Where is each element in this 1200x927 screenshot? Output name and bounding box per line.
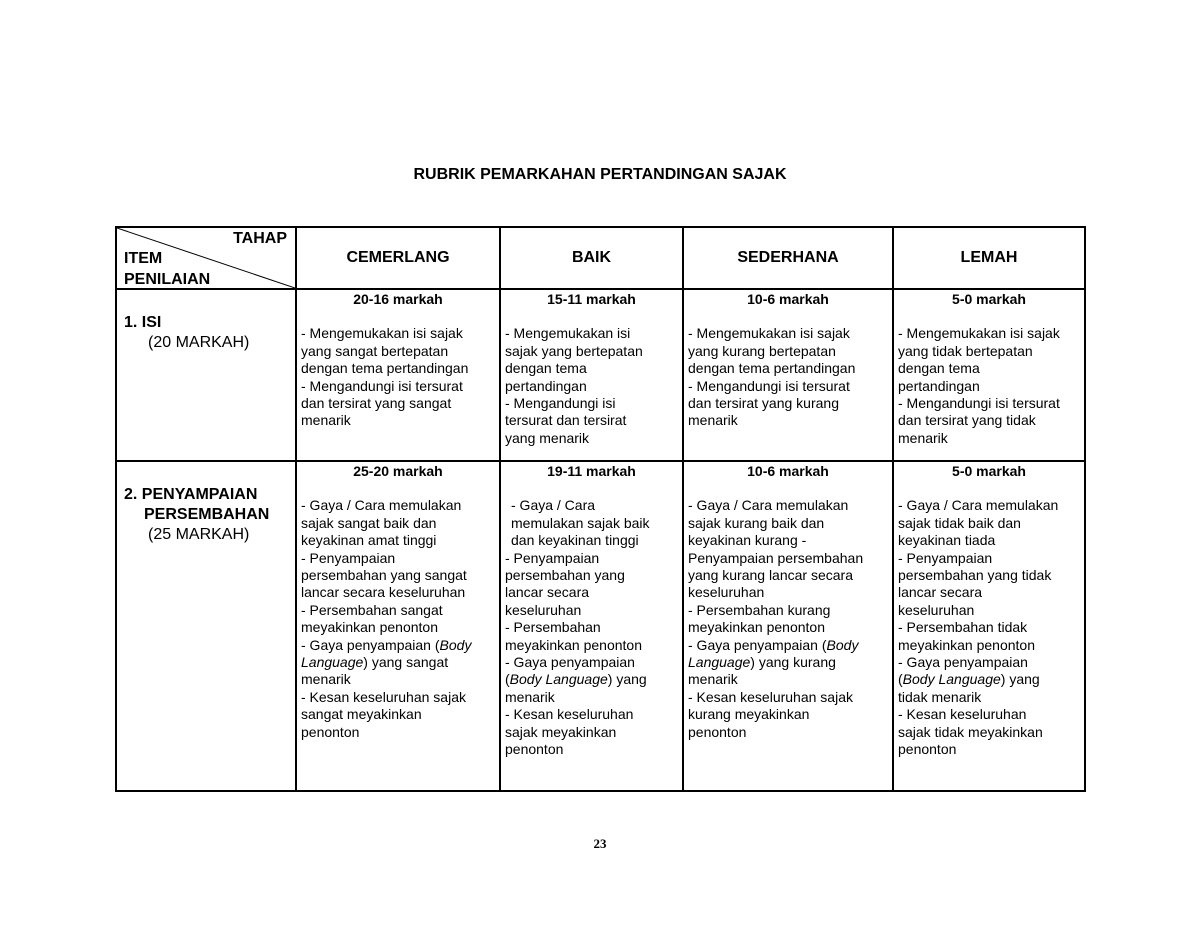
criteria-line: keseluruhan (505, 601, 582, 618)
criteria-description (688, 325, 888, 429)
criteria-line: menarik (505, 688, 555, 705)
rubric-cell (296, 289, 500, 461)
item-cell-isi (116, 289, 296, 461)
criteria-line: dan tersirat yang kurang (688, 395, 839, 412)
criteria-line: sajak yang bertepatan (505, 342, 643, 359)
criteria-line: menarik (898, 429, 948, 446)
criteria-line: keseluruhan (898, 601, 975, 618)
criteria-line: sajak tidak baik dan (898, 514, 1021, 531)
criteria-line: - Kesan keseluruhan (898, 706, 1027, 723)
markah-range: 19-11 markah (547, 463, 636, 479)
markah-range: 5-0 markah (952, 463, 1026, 479)
header-row (116, 227, 1085, 289)
criteria-line: - Gaya penyampaian (898, 654, 1028, 671)
criteria-line: meyakinkan penonton (301, 619, 438, 636)
header-sederhana: SEDERHANA (683, 227, 893, 289)
criteria-line: pertandingan (505, 377, 587, 394)
item-cell-penyampaian (116, 461, 296, 791)
criteria-line: persembahan yang sangat (301, 567, 467, 584)
criteria-line: - Mengandungi isi (505, 395, 616, 412)
criteria-line: sajak meyakinkan (505, 723, 617, 740)
rubric-cell (500, 289, 683, 461)
criteria-line: dengan tema (505, 360, 587, 377)
criteria-line: Language) yang sangat (301, 654, 449, 671)
criteria-line: menarik (301, 671, 351, 688)
item-title-continued: PERSEMBAHAN (144, 506, 270, 523)
criteria-line: - Mengemukakan isi sajak (898, 325, 1060, 342)
criteria-line: sangat meyakinkan (301, 706, 422, 723)
criteria-line: - Kesan keseluruhan (505, 706, 634, 723)
criteria-line: lancar secara keseluruhan (301, 584, 466, 601)
header-baik: BAIK (500, 227, 683, 289)
item-marks: (20 MARKAH) (148, 334, 250, 351)
criteria-line: lancar secara (505, 584, 590, 601)
document-title: RUBRIK PEMARKAHAN PERTANDINGAN SAJAK (413, 166, 787, 183)
criteria-line: keyakinan kurang - (688, 532, 807, 549)
criteria-line: - Persembahan sangat (301, 601, 443, 618)
criteria-line: tidak menarik (898, 688, 982, 705)
table-row-penyampaian (116, 461, 1085, 791)
criteria-line: yang kurang lancar secara (688, 567, 853, 584)
criteria-line: dan tersirat yang sangat (301, 395, 452, 412)
criteria-line: - Kesan keseluruhan sajak (301, 688, 466, 705)
criteria-description (301, 325, 495, 429)
criteria-line: menarik (301, 412, 351, 429)
criteria-line: - Gaya penyampaian (505, 654, 635, 671)
item-title: 1. ISI (124, 314, 162, 331)
criteria-line: - Penyampaian (898, 549, 993, 566)
criteria-description (505, 497, 678, 758)
criteria-description (688, 497, 888, 741)
markah-range: 15-11 markah (547, 291, 636, 307)
criteria-line: dan keyakinan tinggi (511, 532, 639, 549)
criteria-line: menarik (688, 412, 738, 429)
criteria-line: - Mengandungi isi tersurat (898, 395, 1060, 412)
criteria-line: meyakinkan penonton (505, 636, 642, 653)
criteria-description (898, 325, 1080, 447)
item-marks: (25 MARKAH) (148, 526, 250, 543)
criteria-line: - Mengandungi isi tersurat (301, 377, 463, 394)
corner-item-label: ITEM (124, 250, 163, 267)
criteria-line: penonton (688, 723, 747, 740)
rubric-cell (893, 289, 1085, 461)
criteria-line: keyakinan tiada (898, 532, 996, 549)
criteria-line: - Mengemukakan isi sajak (301, 325, 463, 342)
rubric-cell (683, 289, 893, 461)
table-row-isi (116, 289, 1085, 461)
markah-range: 10-6 markah (747, 291, 829, 307)
criteria-line: (Body Language) yang (898, 671, 1040, 688)
rubric-cell (296, 461, 500, 791)
criteria-line: sajak kurang baik dan (688, 514, 825, 531)
criteria-line: - Persembahan (505, 619, 601, 636)
criteria-line: Language) yang kurang (688, 654, 836, 671)
criteria-line: persembahan yang tidak (898, 567, 1052, 584)
corner-tahap-label: TAHAP (233, 230, 287, 247)
corner-header-cell (116, 227, 296, 289)
criteria-line: - Penyampaian (505, 549, 600, 566)
criteria-line: meyakinkan penonton (688, 619, 825, 636)
rubric-table (115, 226, 1086, 792)
criteria-line: meyakinkan penonton (898, 636, 1035, 653)
criteria-line: kurang meyakinkan (688, 706, 810, 723)
criteria-line: - Gaya penyampaian (Body (301, 636, 472, 653)
criteria-line: - Gaya penyampaian (Body (688, 636, 859, 653)
criteria-line: pertandingan (898, 377, 980, 394)
criteria-line: yang kurang bertepatan (688, 342, 836, 359)
criteria-line: - Kesan keseluruhan sajak (688, 688, 853, 705)
item-title: 2. PENYAMPAIAN (124, 486, 258, 503)
criteria-line: - Gaya / Cara memulakan (688, 497, 849, 514)
criteria-line: - Persembahan tidak (898, 619, 1028, 636)
criteria-line: memulakan sajak baik (511, 514, 650, 531)
criteria-line: - Mengemukakan isi (505, 325, 631, 342)
criteria-line: penonton (898, 741, 957, 758)
criteria-description (898, 497, 1080, 758)
rubric-cell (893, 461, 1085, 791)
criteria-description (505, 325, 678, 447)
header-cemerlang: CEMERLANG (296, 227, 500, 289)
rubric-cell (500, 461, 683, 791)
criteria-line: - Persembahan kurang (688, 601, 831, 618)
criteria-line: tersurat dan tersirat (505, 412, 627, 429)
markah-range: 25-20 markah (353, 463, 443, 479)
criteria-line: menarik (688, 671, 738, 688)
criteria-description (301, 497, 495, 741)
criteria-line: - Mengemukakan isi sajak (688, 325, 850, 342)
criteria-line: - Gaya / Cara memulakan (898, 497, 1059, 514)
page-number: 23 (593, 836, 607, 851)
criteria-line: yang tidak bertepatan (898, 342, 1033, 359)
criteria-line: dengan tema pertandingan (688, 360, 856, 377)
criteria-line: keseluruhan (688, 584, 765, 601)
criteria-line: sajak tidak meyakinkan (898, 723, 1043, 740)
criteria-line: sajak sangat baik dan (301, 514, 437, 531)
criteria-line: dengan tema pertandingan (301, 360, 469, 377)
markah-range: 5-0 markah (952, 291, 1026, 307)
criteria-line: - Penyampaian (301, 549, 396, 566)
rubric-cell (683, 461, 893, 791)
criteria-line: penonton (505, 741, 564, 758)
criteria-line: keyakinan amat tinggi (301, 532, 437, 549)
criteria-line: - Mengandungi isi tersurat (688, 377, 850, 394)
criteria-line: dengan tema (898, 360, 980, 377)
markah-range: 10-6 markah (747, 463, 829, 479)
criteria-line: yang menarik (505, 429, 590, 446)
criteria-line: lancar secara (898, 584, 983, 601)
criteria-line: Penyampaian persembahan (688, 549, 864, 566)
criteria-line: dan tersirat yang tidak (898, 412, 1036, 429)
criteria-line: persembahan yang (505, 567, 625, 584)
criteria-line: penonton (301, 723, 360, 740)
criteria-line: (Body Language) yang (505, 671, 647, 688)
corner-penilaian-label: PENILAIAN (124, 271, 211, 288)
criteria-line: - Gaya / Cara memulakan (301, 497, 462, 514)
criteria-line: - Gaya / Cara (511, 497, 596, 514)
header-lemah: LEMAH (893, 227, 1085, 289)
criteria-line: yang sangat bertepatan (301, 342, 449, 359)
markah-range: 20-16 markah (353, 291, 443, 307)
